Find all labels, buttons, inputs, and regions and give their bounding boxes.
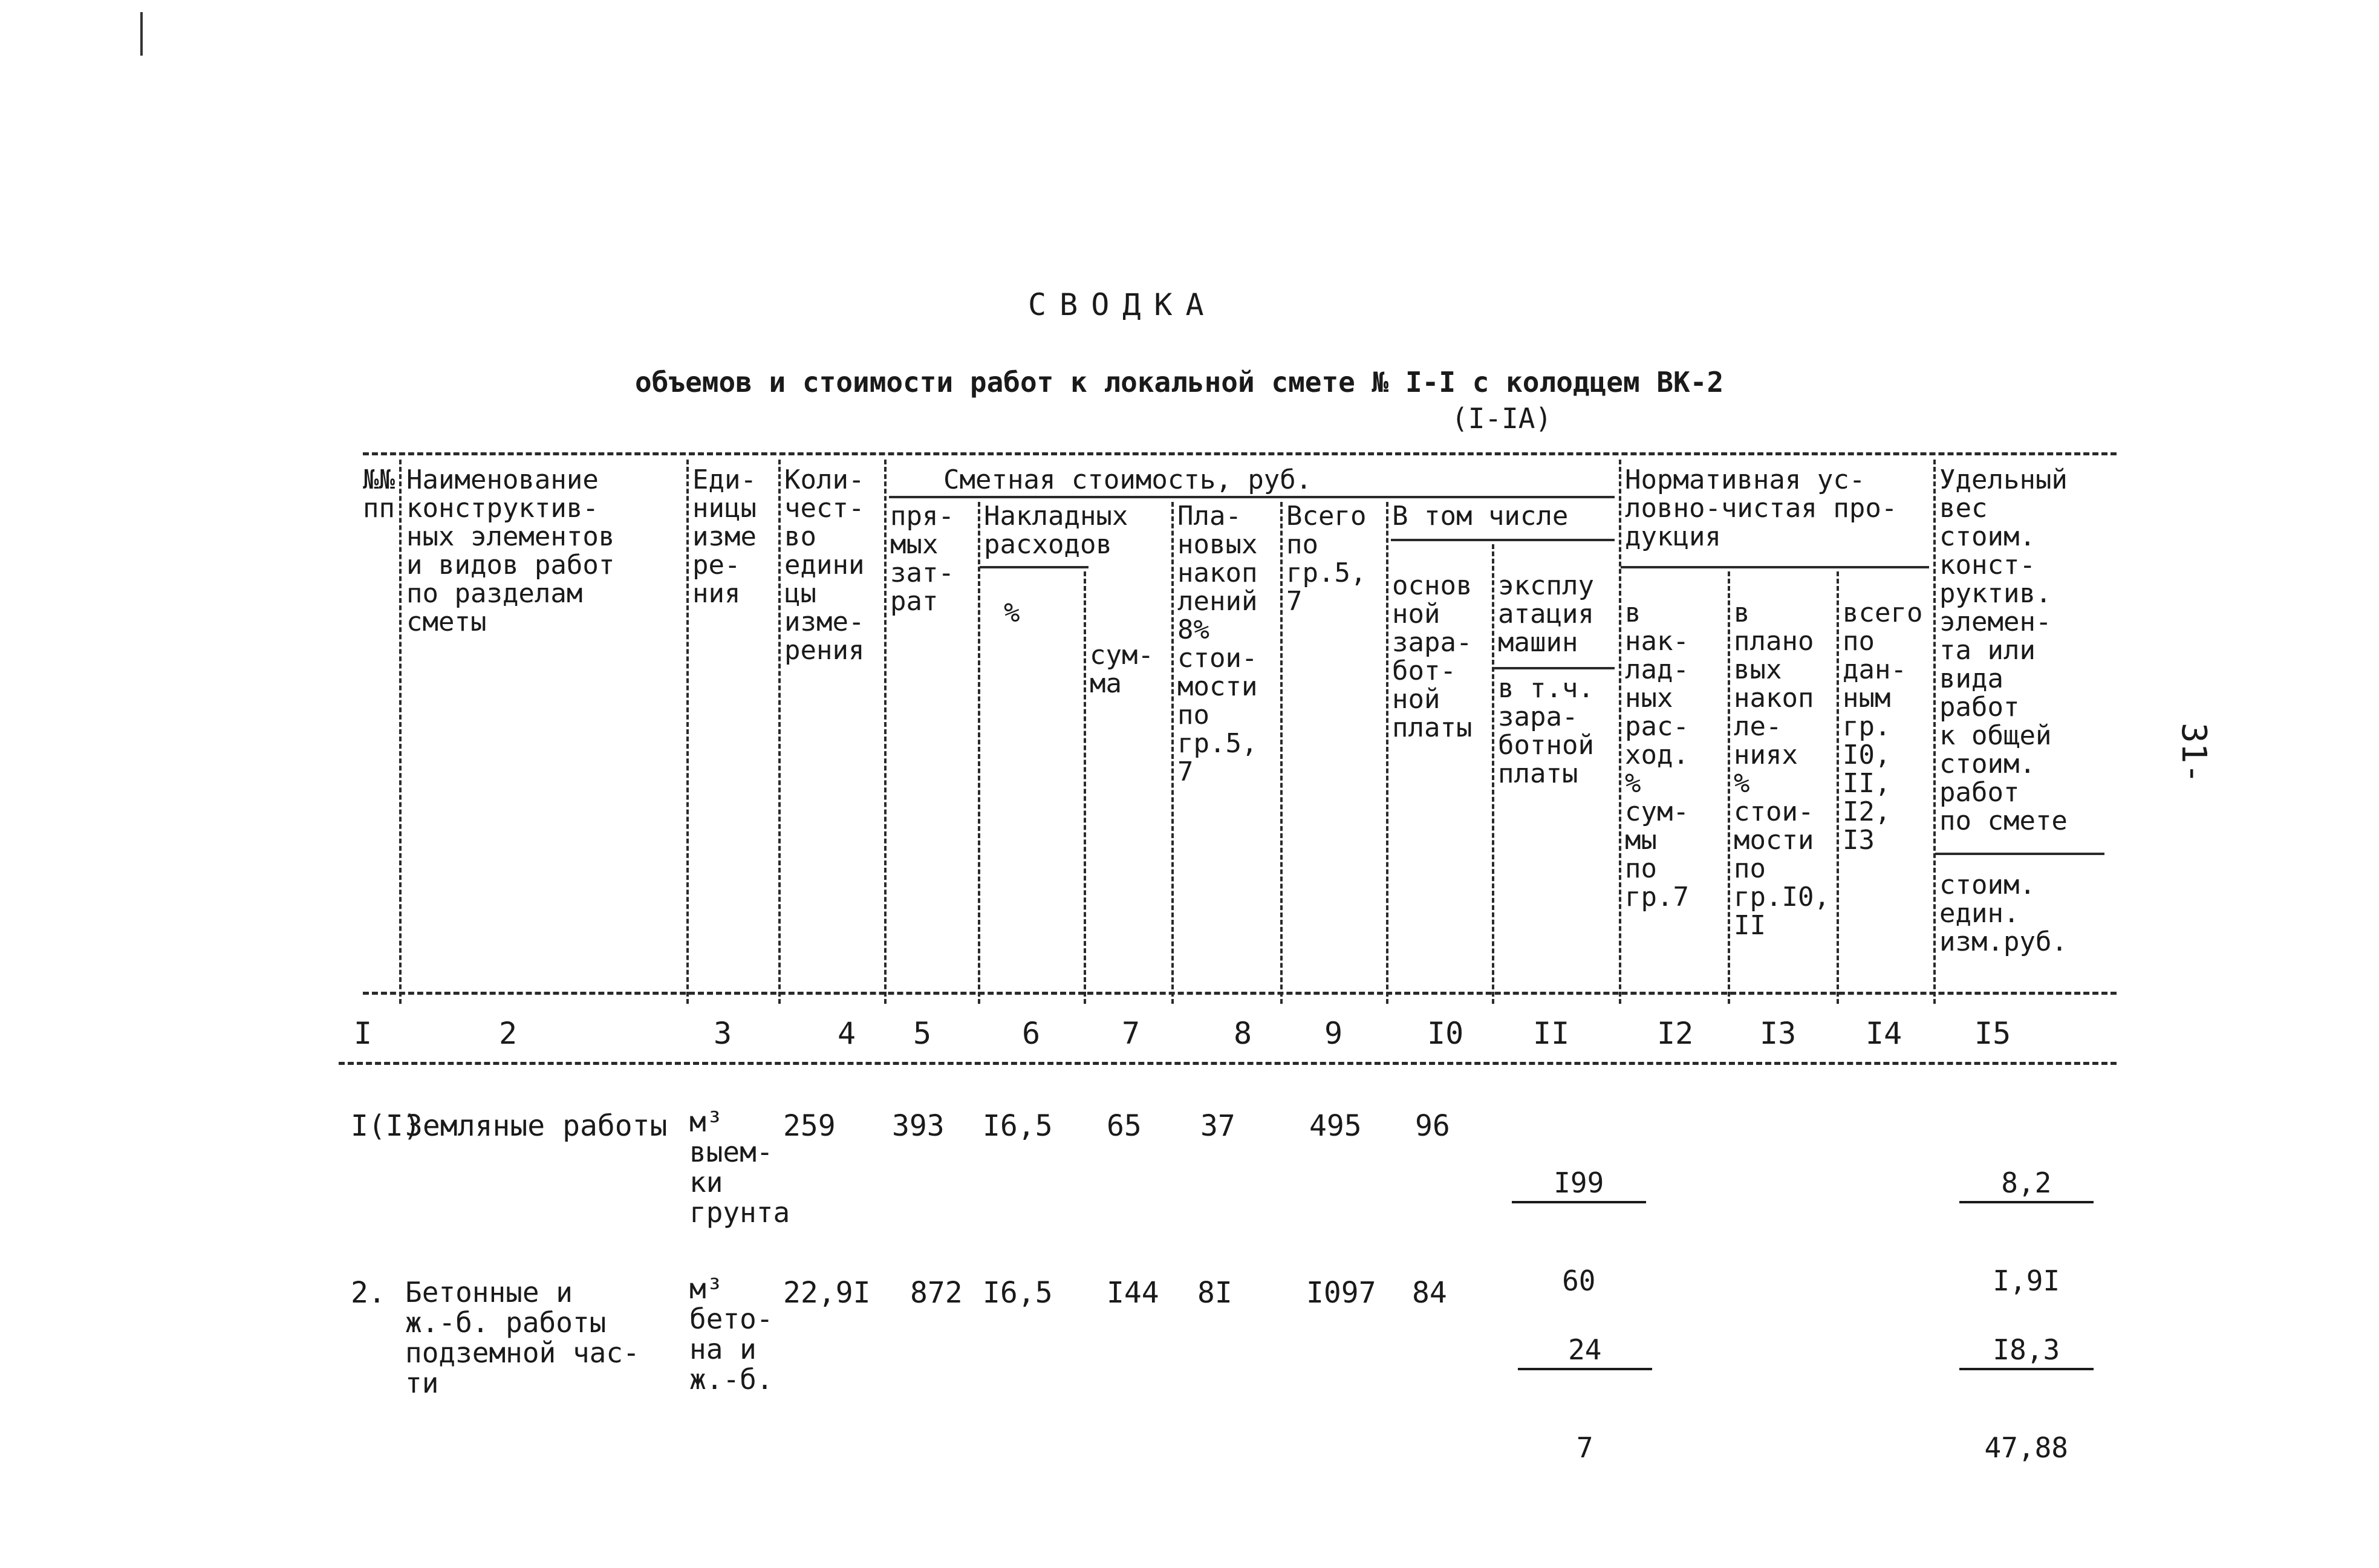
header-norm-overhead: в нак- лад- ных рас- ход. % сум- мы по гр.7	[1625, 597, 1689, 912]
cost-group-rule	[889, 496, 1615, 498]
vsep-8	[1280, 502, 1283, 1004]
header-machines-wage: в т.ч. зара- ботной платы	[1498, 673, 1594, 789]
incl-group-rule	[1391, 539, 1615, 541]
vsep-2	[686, 460, 689, 1004]
header-incl-group: В том числе	[1392, 501, 1569, 532]
row-share: I8,3	[1959, 1335, 2094, 1370]
row-unit-cost: I,9I	[1993, 1264, 2060, 1297]
vsep-3	[778, 460, 781, 1004]
colnum-3: 3	[714, 1016, 732, 1051]
vsep-6	[1084, 571, 1086, 1004]
header-total: Всего по гр.5, 7	[1286, 501, 1367, 617]
row-planned: 37	[1200, 1109, 1235, 1143]
vsep-10	[1492, 544, 1494, 1004]
row-unit: м³ выем- ки грунта	[689, 1105, 790, 1229]
vsep-11	[1619, 460, 1621, 1004]
row-machines-wage: 60	[1562, 1264, 1596, 1297]
page-number: 31-	[2174, 723, 2213, 784]
header-direct: пря- мых зат- рат	[890, 501, 954, 617]
row-name: Бетонные и ж.-б. работы подземной час- ти	[405, 1276, 640, 1399]
colnum-12: I2	[1657, 1016, 1694, 1051]
header-overhead-group: Накладных расходов	[984, 501, 1128, 560]
vsep-14	[1933, 460, 1936, 1004]
header-machines: эксплу атация машин	[1498, 570, 1594, 658]
colnum-13: I3	[1760, 1016, 1797, 1051]
row-qty: 22,9I	[783, 1276, 871, 1310]
colnum-8: 8	[1234, 1016, 1252, 1051]
overhead-group-rule	[980, 566, 1089, 568]
row-num: 2.	[351, 1276, 386, 1310]
header-norm-total: всего по дан- ным гр. I0, II, I2, I3	[1843, 597, 1923, 856]
row-num: I(I)	[351, 1109, 421, 1143]
colnum-6: 6	[1022, 1016, 1041, 1051]
row-wage: 84	[1412, 1276, 1447, 1310]
colnum-7: 7	[1122, 1016, 1141, 1051]
document-title: СВОДКА	[1028, 287, 1217, 322]
header-norm-group: Нормативная ус- ловно-чистая про- дукция	[1625, 464, 1898, 552]
row-direct: 393	[892, 1109, 945, 1143]
row-overhead-pct: I6,5	[983, 1109, 1053, 1143]
margin-mark	[140, 12, 143, 56]
header-cost-group: Сметная стоимость, руб.	[943, 464, 1312, 495]
colnum-2: 2	[499, 1016, 518, 1051]
norm-group-rule	[1621, 566, 1929, 568]
row-planned: 8I	[1197, 1276, 1232, 1310]
table-top-rule	[363, 452, 2117, 455]
colnum-bottom-rule	[339, 1062, 2117, 1065]
document-subtitle-code: (I-IA)	[1451, 402, 1552, 435]
row-name: Земляные работы	[405, 1109, 668, 1143]
header-overhead-sum: сум- ма	[1090, 640, 1154, 699]
vsep-1	[399, 460, 402, 1004]
header-bottom-rule	[363, 992, 2117, 995]
colnum-15: I5	[1974, 1016, 2011, 1051]
colnum-10: I0	[1427, 1016, 1464, 1051]
vsep-7	[1171, 502, 1174, 1004]
row-total: 495	[1309, 1109, 1362, 1143]
header-qty: Коли- чест- во едини цы изме- рения	[784, 464, 865, 666]
colnum-11: II	[1533, 1016, 1570, 1051]
vsep-9	[1386, 502, 1388, 1004]
vsep-13	[1837, 571, 1839, 1004]
vsep-12	[1728, 571, 1730, 1004]
row-machines-fraction	[1518, 1277, 1652, 1520]
document-subtitle: объемов и стоимости работ к локальной смете № I-I с колодцем ВК-2	[635, 366, 1724, 399]
header-unit: Еди- ницы изме ре- ния	[692, 464, 757, 609]
colnum-9: 9	[1324, 1016, 1343, 1051]
row-overhead-sum: I44	[1107, 1276, 1159, 1310]
row-overhead-pct: I6,5	[983, 1276, 1053, 1310]
vsep-5	[978, 502, 980, 1004]
colnum-4: 4	[838, 1016, 856, 1051]
colnum-14: I4	[1866, 1016, 1902, 1051]
row-total: I097	[1306, 1276, 1376, 1310]
header-share: Удельный вес стоим. конст- руктив. элемен- та или вида работ к общей стоим. работ по смете	[1939, 464, 2068, 836]
row-unit-cost: 47,88	[1984, 1431, 2069, 1464]
row-machines-wage: 7	[1576, 1431, 1593, 1464]
header-planned: Пла- новых накоп лений 8% стои- мости по гр.5, 7	[1177, 501, 1258, 787]
header-wage: основ ной зара- бот- ной платы	[1392, 570, 1473, 743]
mach-subrule	[1494, 667, 1615, 669]
header-name: Наименование конструктив- ных элементов и видов работ по разделам сметы	[406, 464, 615, 637]
row-share-fraction	[1959, 1277, 2094, 1520]
header-unit-cost: стоим. един. изм.руб.	[1939, 870, 2068, 957]
header-overhead-pct: %	[1004, 597, 1020, 628]
row-qty: 259	[783, 1109, 836, 1143]
colnum-5: 5	[913, 1016, 932, 1051]
colnum-1: I	[354, 1016, 373, 1051]
row-machines: 24	[1518, 1335, 1652, 1370]
row-machines: I99	[1512, 1168, 1646, 1203]
share-split-rule	[1935, 853, 2104, 855]
row-wage: 96	[1415, 1109, 1450, 1143]
header-norm-planned: в плано вых накоп ле- ниях % стои- мости по гр.I0, II	[1734, 597, 1830, 941]
row-share: 8,2	[1959, 1168, 2094, 1203]
vsep-4	[884, 460, 887, 1004]
row-overhead-sum: 65	[1107, 1109, 1142, 1143]
row-direct: 872	[910, 1276, 963, 1310]
row-unit: м³ бето- на и ж.-б.	[689, 1272, 773, 1396]
header-num: №№ пп	[363, 464, 395, 524]
